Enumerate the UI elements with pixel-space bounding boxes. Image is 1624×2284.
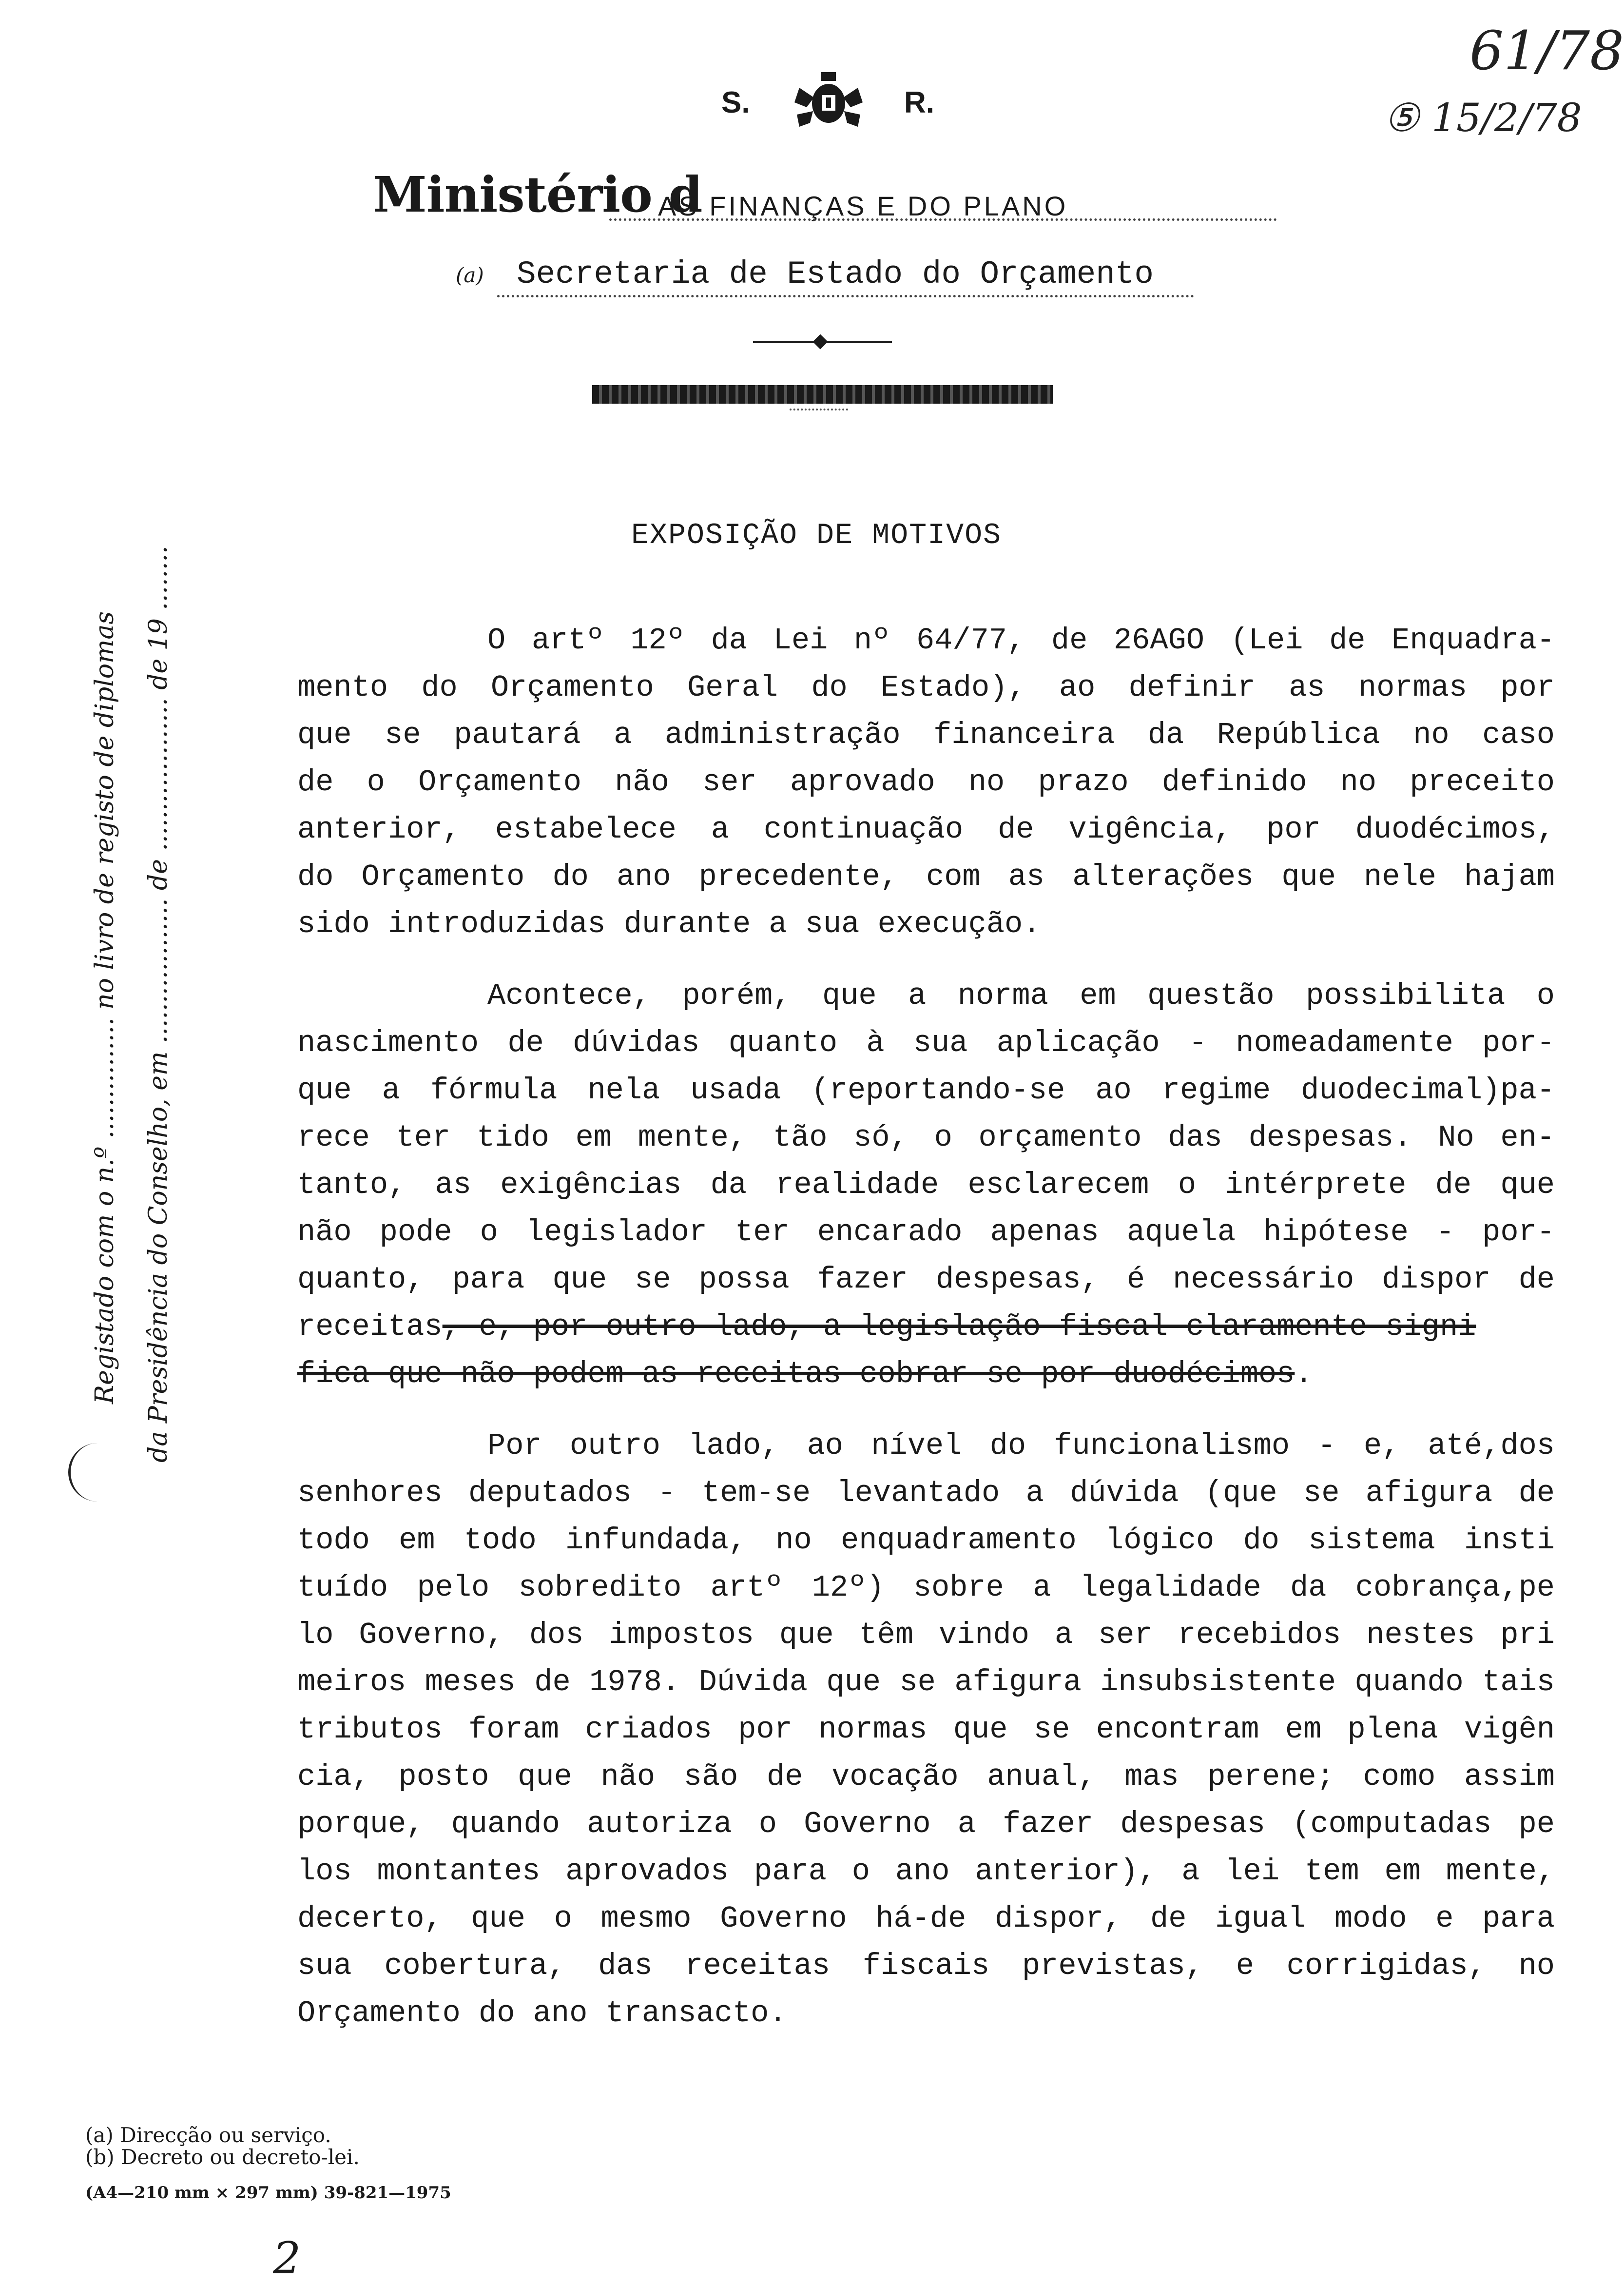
register-line-1: Registado com o n.º ............... no livro de registo de diplomas [90,611,119,1404]
text-line: los montantes aprovados para o ano anterior), a lei tem em mente, [297,1854,1555,1889]
service-name: Secretaria de Estado do Orçamento [517,256,1154,293]
text-line: mento do Orçamento Geral do Estado), ao definir as normas por [297,670,1555,705]
text-line: não pode o legislador ter encarado apenas aquela hipótese - por- [297,1215,1555,1249]
service-footnote-marker: (a) [456,263,484,287]
text-line: meiros meses de 1978. Dúvida que se afigura insubsistente quando tais [297,1665,1555,1699]
page-mark: 2 [273,2233,301,2284]
ministerio-label: Ministério d [373,166,702,223]
text-line: sua cobertura, das receitas fiscais previstas, e corrigidas, no [297,1949,1555,1983]
document-body [297,617,1555,2037]
text-line: de o Orçamento não ser aprovado no prazo definido no preceito [297,765,1555,800]
text-line: tanto, as exigências da realidade esclarecem o intérprete de que [297,1168,1555,1202]
text-line: . [1295,1357,1313,1391]
handwritten-reference: 61/78 [1469,20,1624,82]
text-line: cia, posto que não são de vocação anual, mas perene; como assim [297,1759,1555,1794]
text-line: rece ter tido em mente, tão só, o orçamento das despesas. No en- [297,1120,1555,1155]
text-line: senhores deputados - tem-se levantado a dúvida (que se afigura de [297,1476,1555,1510]
text-line: tuído pelo sobredito artº 12º) sobre a legalidade da cobrança,pe [297,1570,1555,1605]
text-line: lo Governo, dos impostos que têm vindo a ser recebidos nestes pri [297,1618,1555,1652]
handwritten-date: ⑤ 15/2/78 [1384,95,1582,140]
text-line: porque, quando autoriza o Governo a fazer despesas (computadas pe [297,1807,1555,1841]
text-line: que se pautará a administração financeira da República no caso [297,718,1555,752]
text-line: que a fórmula nela usada (reportando-se ao regime duodecimal)pa- [297,1073,1555,1108]
text-line: Orçamento do ano transacto. [297,1996,787,2030]
text-line: Acontece, porém, que a norma em questão possibilita o [487,978,1555,1013]
struck-out-dotted-rule [790,409,848,410]
text-line: do Orçamento do ano precedente, com as alterações que nele hajam [297,859,1555,894]
coat-of-arms-icon [780,68,877,137]
ornament-diamond-icon [812,334,828,349]
ministerio-dotted-rule [609,218,1277,221]
text-line: O artº 12º da Lei nº 64/77, de 26AGO (Lei de Enquadra- [487,623,1555,658]
text-line: decerto, que o mesmo Governo há-de dispor, de igual modo e para [297,1901,1555,1936]
sr-left-letter: S. [721,86,750,119]
text-line: Por outro lado, ao nível do funcionalismo - e, até,dos [487,1428,1555,1463]
struck-text: fica que não podem as receitas cobrar-se por duodécimos [297,1357,1295,1391]
text-line: receitas [297,1309,443,1344]
document-title: EXPOSIÇÃO DE MOTIVOS [631,519,1002,552]
form-code: (A4—210 mm × 297 mm) 39-821—1975 [85,2183,451,2203]
text-line: tributos foram criados por normas que se encontram em plena vigên [297,1712,1555,1747]
struck-text: , e, por outro lado, a legislação fiscal claramente signi [442,1309,1476,1344]
ministerio-name: AS FINANÇAS E DO PLANO [658,191,1068,221]
footnote-b: (b) Decreto ou decreto-lei. [85,2145,360,2169]
text-line: nascimento de dúvidas quanto à sua aplicação - nomeadamente por- [297,1026,1555,1060]
text-line: sido introduzidas durante a sua execução. [297,907,1041,941]
sr-right-letter: R. [904,86,934,119]
paragraph-1 [297,617,1555,948]
register-line-2: da Presidência do Conselho, em .................. de ................... de 19 ........ [144,546,173,1463]
margin-parenthesis [68,1443,100,1502]
text-line: anterior, estabelece a continuação de vigência, por duodécimos, [297,812,1555,847]
paragraph-2 [297,972,1555,1398]
text-line: quanto, para que se possa fazer despesas, é necessário dispor de [297,1262,1555,1297]
service-dotted-rule [497,295,1194,297]
footnote-a: (a) Direcção ou serviço. [85,2123,331,2147]
paragraph-3 [297,1422,1555,2037]
struck-out-field [592,385,1053,404]
text-line: todo em todo infundada, no enquadramento lógico do sistema insti [297,1523,1555,1558]
